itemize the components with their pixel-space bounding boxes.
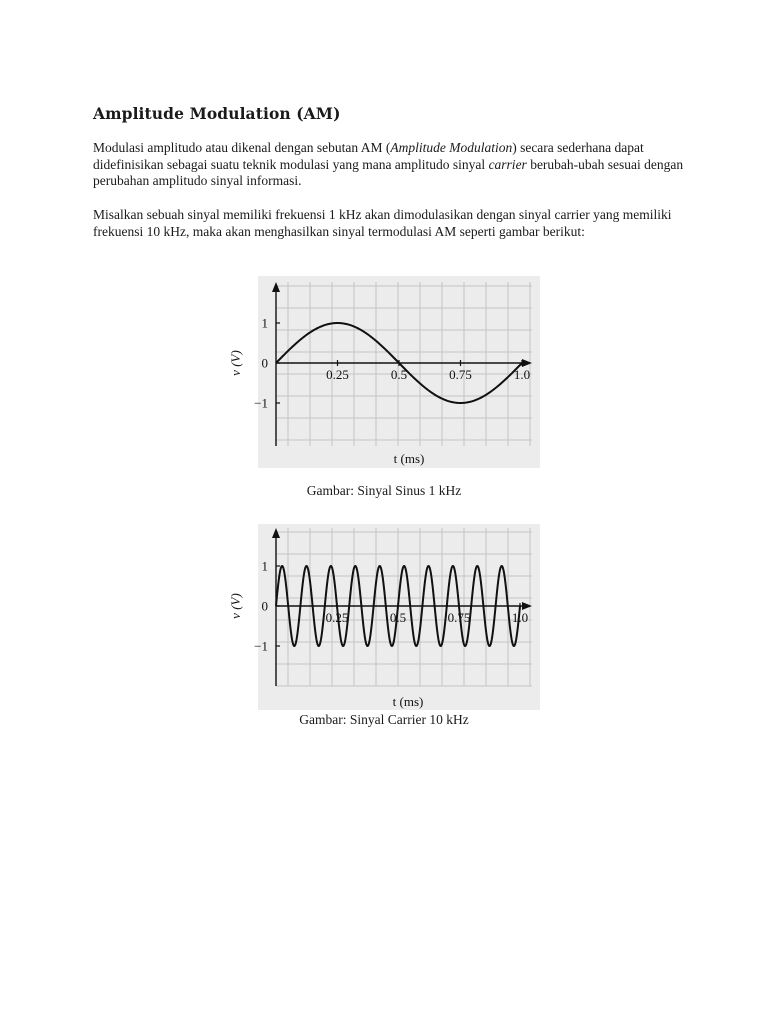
italic-term: Amplitude Modulation xyxy=(390,140,513,155)
y-tick-label: −1 xyxy=(254,395,268,411)
y-tick-label: 0 xyxy=(261,355,268,371)
y-tick-label: 1 xyxy=(261,558,268,574)
paragraph-text: Modulasi amplitudo atau dikenal dengan sebutan AM ( xyxy=(93,140,391,155)
figure-caption: Gambar: Sinyal Carrier 10 kHz xyxy=(299,712,469,727)
x-tick-label: 1.0 xyxy=(511,610,529,625)
carrier-10khz-chart xyxy=(228,524,540,710)
sine-1khz-chart xyxy=(228,276,540,468)
page-title: Amplitude Modulation (AM) xyxy=(93,104,341,123)
italic-term: carrier xyxy=(488,156,527,172)
figure-caption: Gambar: Sinyal Sinus 1 kHz xyxy=(306,483,462,498)
x-tick-label: 0.5 xyxy=(390,367,408,382)
x-tick-label: 0.25 xyxy=(326,367,349,382)
y-tick-label: 0 xyxy=(261,598,268,614)
y-tick-label: −1 xyxy=(254,638,268,654)
x-tick-label: 0.75 xyxy=(447,610,471,625)
x-tick-label: 1.0 xyxy=(513,367,531,382)
y-tick-label: 1 xyxy=(261,315,268,331)
y-axis-label: v (V) xyxy=(228,350,243,376)
x-tick-label: 0.5 xyxy=(389,610,407,625)
paragraph-definition xyxy=(93,140,693,190)
x-tick-label: 0.75 xyxy=(449,367,472,382)
y-axis-label: v (V) xyxy=(228,593,243,619)
x-axis-label: t (ms) xyxy=(393,451,425,466)
x-tick-label: 0.25 xyxy=(325,610,349,625)
x-axis-label: t (ms) xyxy=(392,694,424,709)
paragraph-text: ) secara sederhana dapat didefinisikan sebagai suatu teknik modulasi yang mana amplitudo sinyal xyxy=(93,140,644,172)
paragraph-text: berubah-ubah sesuai dengan perubahan amplitudo sinyal informasi. xyxy=(93,156,684,188)
paragraph-example: Misalkan sebuah sinyal memiliki frekuensi 1 kHz akan dimodulasikan dengan sinyal carrier yang memiliki frekuensi 10 kHz, maka akan menghasilkan sinyal termodulasi AM seperti gambar berikut: xyxy=(93,207,672,239)
